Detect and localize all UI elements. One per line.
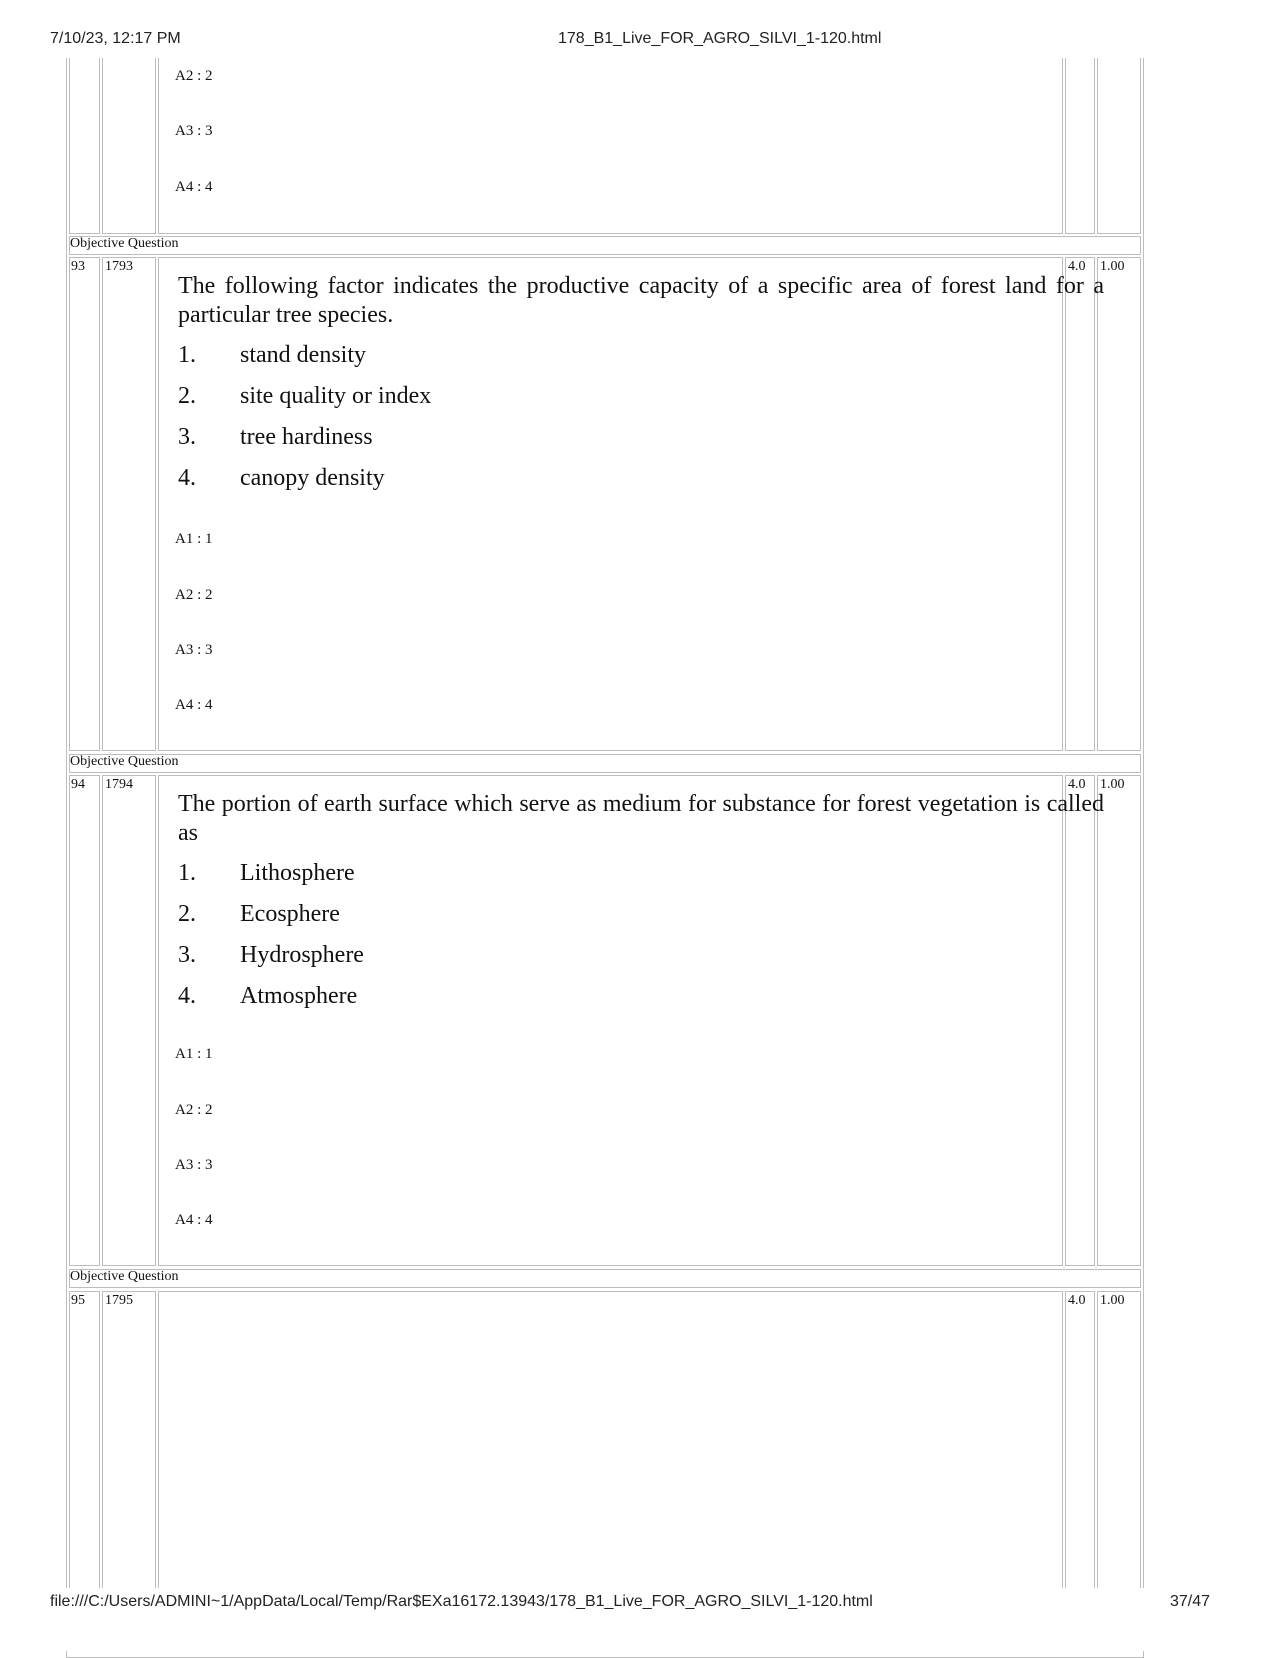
option-item <box>178 424 373 451</box>
answer-option: A3 : 3 <box>175 1157 213 1173</box>
option-number: 1. <box>178 860 196 886</box>
negative-cell <box>1097 1291 1141 1591</box>
marks-cell <box>1065 58 1095 234</box>
answer-option: A1 : 1 <box>175 1046 213 1062</box>
answer-option: A1 : 1 <box>175 531 213 547</box>
sno-cell <box>69 775 100 1266</box>
answer-option: A4 : 4 <box>175 697 213 713</box>
question-text: The portion of earth surface which serve as medium for substance for forest vegetation is called as <box>178 791 1104 846</box>
option-item <box>178 383 431 410</box>
file-path-link[interactable]: file:///C:/Users/ADMINI~1/AppData/Local/Temp/Rar$EXa16172.13943/178_B1_Live_FOR_AGRO_SILVI_1-120.html <box>50 1593 873 1610</box>
print-datetime: 7/10/23, 12:17 PM <box>50 30 181 47</box>
marks-value: 4.0 <box>1068 1293 1086 1308</box>
qid-cell <box>102 1291 156 1591</box>
question-type-label: Objective Question <box>70 1269 179 1284</box>
answer-option: A3 : 3 <box>175 123 213 139</box>
type-label-row <box>69 754 1141 773</box>
serial-number: 95 <box>71 1293 85 1308</box>
option-number: 3. <box>178 424 196 450</box>
type-label-row <box>69 1269 1141 1288</box>
option-item <box>178 465 385 492</box>
serial-number: 93 <box>71 259 85 274</box>
marks-value: 4.0 <box>1068 259 1086 274</box>
negative-marks-value: 1.00 <box>1100 777 1125 792</box>
option-text: Ecosphere <box>240 901 340 927</box>
option-item <box>178 901 340 928</box>
question-type-label: Objective Question <box>70 754 179 769</box>
answer-option: A2 : 2 <box>175 587 213 603</box>
qid-cell <box>102 58 156 234</box>
question-id: 1794 <box>105 777 133 792</box>
negative-cell <box>1097 58 1141 234</box>
option-text: Atmosphere <box>240 983 358 1009</box>
option-number: 4. <box>178 465 196 491</box>
marks-cell <box>1065 257 1095 751</box>
negative-cell <box>1097 775 1141 1266</box>
marks-cell <box>1065 1291 1095 1591</box>
option-text: site quality or index <box>240 383 432 409</box>
answer-option: A3 : 3 <box>175 642 213 658</box>
option-text: tree hardiness <box>240 424 373 450</box>
page-number: 37/47 <box>1170 1593 1211 1610</box>
question-id: 1795 <box>105 1293 133 1308</box>
option-item <box>178 860 355 887</box>
option-item <box>178 342 366 369</box>
option-number: 2. <box>178 901 196 927</box>
question-cell <box>158 257 1063 751</box>
question-cell <box>158 1291 1063 1591</box>
negative-marks-value: 1.00 <box>1100 259 1125 274</box>
option-text: Hydrosphere <box>240 942 364 968</box>
question-cell <box>158 775 1063 1266</box>
type-label-row <box>69 236 1141 255</box>
qid-cell <box>102 257 156 751</box>
serial-number: 94 <box>71 777 85 792</box>
negative-cell <box>1097 257 1141 751</box>
option-text: Lithosphere <box>240 860 355 886</box>
question-cell <box>158 58 1063 234</box>
question-type-label: Objective Question <box>70 236 179 251</box>
option-item <box>178 983 357 1010</box>
negative-marks-value: 1.00 <box>1100 1293 1125 1308</box>
option-number: 3. <box>178 942 196 968</box>
sno-cell <box>69 1291 100 1591</box>
marks-cell <box>1065 775 1095 1266</box>
answer-option: A4 : 4 <box>175 1212 213 1228</box>
answer-option: A2 : 2 <box>175 1102 213 1118</box>
document-title: 178_B1_Live_FOR_AGRO_SILVI_1-120.html <box>558 30 882 47</box>
question-id: 1793 <box>105 259 133 274</box>
option-number: 4. <box>178 983 196 1009</box>
option-number: 1. <box>178 342 196 368</box>
option-number: 2. <box>178 383 196 409</box>
option-text: canopy density <box>240 465 385 491</box>
answer-option: A4 : 4 <box>175 179 213 195</box>
sno-cell <box>69 58 100 234</box>
option-item <box>178 942 364 969</box>
sno-cell <box>69 257 100 751</box>
option-text: stand density <box>240 342 366 368</box>
qid-cell <box>102 775 156 1266</box>
marks-value: 4.0 <box>1068 777 1086 792</box>
question-text: The following factor indicates the productive capacity of a specific area of forest land for a particular tree species. <box>178 273 1104 328</box>
answer-option: A2 : 2 <box>175 68 213 84</box>
